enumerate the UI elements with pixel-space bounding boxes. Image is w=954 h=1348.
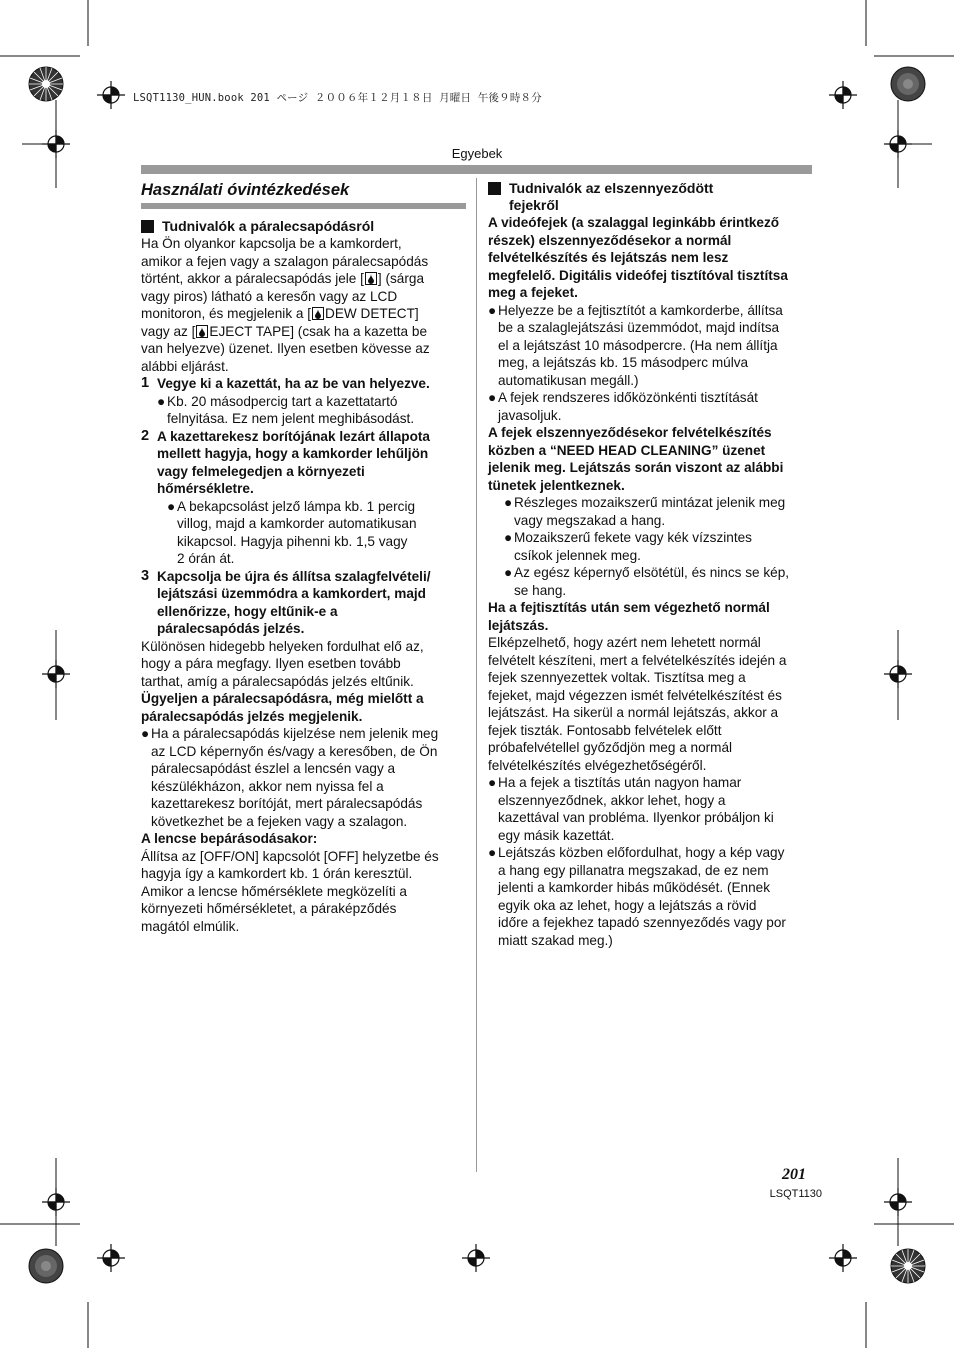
- after-cleaning-line: felvételkészítés elvégezhetőségéről.: [488, 757, 707, 773]
- symptom-line: vagy megszakad a hang.: [514, 512, 666, 528]
- step-3-line: páralecsapódás jelzés.: [157, 621, 305, 636]
- dirty-heads-bold-line: közben a “NEED HEAD CLEANING” üzenet: [488, 442, 766, 458]
- dirty-heads-bold-line: A fejek elszennyeződésekor felvételkészítés: [488, 425, 772, 440]
- step-2-line: vagy felmelegedjen a környezeti: [157, 463, 365, 479]
- square-bullet-icon: [141, 220, 154, 233]
- after-cleaning-line: Elképzelhető, hogy azért nem lehetett normál: [488, 635, 761, 650]
- interruption-note-line: egyik oka az lehet, hogy a lejátszás a rövid: [498, 897, 757, 913]
- condensation-note-line: az LCD képernyőn és/vagy a keresőben, de Ön: [151, 743, 438, 759]
- after-cleaning-heading: Ha a fejtisztítás után sem végezhető normál: [488, 600, 770, 615]
- heading-dirty-heads: Tudnivalók az elszennyeződött: [488, 180, 812, 197]
- intro-line: vagy piros) látható a keresőn vagy az LCD: [141, 288, 398, 304]
- intro-bold-line: meg a fejeket.: [488, 285, 578, 300]
- interruption-note-line: a hang egy pillanatra megszakad, de ez nem: [498, 862, 769, 878]
- step-3-line: ellenőrizze, hogy eltűnik-e a: [157, 603, 338, 619]
- step-2-note-line: villog, majd a kamkorder automatikusan: [177, 516, 417, 531]
- column-divider: [476, 178, 477, 1172]
- dew-icon: [365, 272, 377, 285]
- condensation-note-line: páralecsapódást észlel a lencsén vagy a: [151, 761, 396, 776]
- cassette-note: ● Ha a fejek a tisztítás után nagyon hamar: [488, 775, 742, 790]
- intro-bold-line: részek) elszennyeződésekor a normál: [488, 232, 732, 248]
- document-code: LSQT1130: [769, 1188, 822, 1200]
- cleaner-note-line: be a szalaglejátszási üzemmódot, majd indítsa: [498, 320, 780, 335]
- step-3-line: lejátszási üzemmódra a kamkordert, majd: [157, 586, 426, 601]
- paragraph-line: hogy a pára megfagy. Ilyen esetben tovább: [141, 656, 401, 671]
- heading-dirty-heads-line: fejekről: [509, 197, 559, 213]
- right-column: [488, 180, 812, 949]
- after-cleaning-line: fejeket, majd végezzen ismét felvételkészítést és: [488, 687, 782, 703]
- after-cleaning-line: felvételt készíteni, mert a felvételkészítés idején a: [488, 652, 787, 668]
- cleaner-note-line: el a lejátszást 10 másodpercre. (Ha nem állítja: [498, 337, 778, 353]
- intro-bold-line: felvételkészítés és lejátszás nem lesz: [488, 250, 729, 265]
- dew-icon: [312, 307, 324, 320]
- condensation-note: ● Ha a páralecsapódás kijelzése nem jelenik meg: [141, 726, 439, 741]
- symptom-item: ● Részleges mozaikszerű mintázat jelenik meg: [504, 495, 786, 510]
- intro-line: amikor a fejen vagy a szalagon páralecsapódás: [141, 253, 429, 269]
- page-number: 201: [782, 1166, 806, 1183]
- heading-condensation: Tudnivalók a páralecsapódásról: [141, 218, 466, 235]
- intro-line: vagy az [ EJECT TAPE] (csak ha a kazetta be: [141, 323, 428, 339]
- step-2-note-line: 2 órán át.: [177, 551, 235, 566]
- cleaner-note-line: meg, a lejátszás kb. 15 másodperc múlva: [498, 355, 749, 370]
- dirty-heads-bold-line: jelenik meg. Lejátszás során viszont az alábbi: [488, 460, 784, 475]
- lens-line: hagyja így a kamkordert kb. 1 órán keresztül.: [141, 866, 413, 881]
- cassette-note-line: egy másik kazettát.: [498, 827, 615, 843]
- step-2: 2 A kazettarekesz borítójának lezárt állapota: [141, 427, 430, 444]
- symptom-line: se hang.: [514, 582, 567, 598]
- intro-line: történt, akkor a páralecsapódás jele [ ] (sárga: [141, 271, 425, 286]
- intro-line: monitoron, és megjelenik a [ DEW DETECT]: [141, 306, 419, 321]
- after-cleaning-heading: lejátszás.: [488, 617, 549, 633]
- cleaner-note-line: automatikusan megáll.): [498, 372, 639, 388]
- intro-bold-line: megfelelő. Digitális videófej tisztítóval tisztítsa: [488, 267, 788, 283]
- symptom-item: ● Az egész képernyő elsötétül, és nincs se kép,: [504, 565, 790, 580]
- condensation-note-line: készülékházon, akkor nem nyissa fel a: [151, 778, 384, 794]
- intro-line: Ha Ön olyankor kapcsolja be a kamkordert,: [141, 236, 402, 251]
- interruption-note-line: miatt szakad meg.): [498, 932, 613, 948]
- lens-line: környezeti hőmérsékletet, a páraképződés: [141, 901, 397, 916]
- interruption-note-line: időre a fejekhez tapadó szennyeződés vagy por: [498, 915, 786, 930]
- intro-bold-line: A videófejek (a szalaggal leginkább érintkező: [488, 215, 780, 230]
- after-cleaning-line: lejátszást. Ha sikerül a normál lejátszás, akkor a: [488, 705, 779, 720]
- interruption-note: ● Lejátszás közben előfordulhat, hogy a kép vagy: [488, 845, 785, 860]
- interruption-note-line: jelenti a kamkorder hibás működését. (Ennek: [498, 880, 771, 895]
- regular-cleaning-note-line: javasoljuk.: [498, 407, 562, 423]
- square-bullet-icon: [488, 182, 501, 195]
- dew-icon: [196, 325, 208, 338]
- paragraph-line: tarthat, amíg a páralecsapódás jelzés eltűnik.: [141, 673, 414, 689]
- top-bar: [141, 165, 812, 174]
- after-cleaning-line: fejek tiszták. Fontosabb felvételek előtt: [488, 722, 722, 738]
- step-2-line: mellett hagyja, hogy a kamkorder lehűljön: [157, 446, 429, 461]
- symptom-item: ● Mozaikszerű fekete vagy kék vízszintes: [504, 530, 752, 545]
- lens-line: Amikor a lencse hőmérséklete megközelíti a: [141, 883, 407, 899]
- title-rule: [141, 203, 466, 209]
- step-1-note-line: felnyitása. Ez nem jelent meghibásodást.: [167, 411, 415, 426]
- lens-line: Állítsa az [OFF/ON] kapcsolót [OFF] helyzetbe és: [141, 848, 439, 864]
- symptom-line: csíkok jelennek meg.: [514, 547, 641, 563]
- cleaner-note: ● Helyezze be a fejtisztítót a kamkorderbe, állítsa: [488, 302, 783, 318]
- after-cleaning-line: próbafelvétellel győződjön meg a normál: [488, 740, 733, 755]
- step-2-line: hőmérsékletre.: [157, 481, 254, 496]
- left-column: [141, 180, 466, 935]
- condensation-note-line: kazettarekesz borítóját, mert páralecsapódás: [151, 796, 423, 811]
- warning-line: Ügyeljen a páralecsapódásra, még mielőtt a: [141, 691, 424, 706]
- regular-cleaning-note: ● A fejek rendszeres időközönkénti tisztítását: [488, 390, 758, 405]
- condensation-note-line: következhet be a fejeken vagy a szalagon.: [151, 813, 408, 829]
- intro-line: alábbi eljárást.: [141, 358, 229, 374]
- warning-line: páralecsapódás jelzés megjelenik.: [141, 708, 363, 724]
- paragraph-line: Különösen hidegebb helyeken fordulhat elő az,: [141, 638, 424, 654]
- step-2-note-line: kikapcsol. Hagyja pihenni kb. 1,5 vagy: [177, 533, 408, 549]
- step-1: 1 Vegye ki a kazettát, ha az be van helyezve.: [141, 375, 430, 391]
- dirty-heads-bold-line: tünetek jelentkeznek.: [488, 477, 625, 493]
- step-2-note: ● A bekapcsolást jelző lámpa kb. 1 percig: [167, 498, 416, 514]
- step-3: 3 Kapcsolja be újra és állítsa szalagfelvételi/: [141, 567, 431, 584]
- after-cleaning-line: fejek szennyezettek voltak. Tisztítsa meg a: [488, 670, 746, 685]
- lens-line: magától elmúlik.: [141, 918, 240, 934]
- print-header: LSQT1130_HUN.book 201 ページ ２００６年１２月１８日 月曜日 午後９時８分: [133, 92, 542, 104]
- section-label: Egyebek: [451, 146, 503, 161]
- page-title: Használati óvintézkedések: [141, 181, 350, 199]
- step-1-note: ● Kb. 20 másodpercig tart a kazettatartó: [157, 393, 398, 409]
- cassette-note-line: kazettával van probléma. Ilyenkor próbáljon ki: [498, 810, 774, 825]
- lens-heading: A lencse bepárásodásakor:: [141, 831, 318, 846]
- intro-line: van helyezve) üzenet. Ilyen esetben kövesse az: [141, 341, 430, 356]
- cassette-note-line: elszennyeződnek, akkor lehet, hogy a: [498, 792, 726, 808]
